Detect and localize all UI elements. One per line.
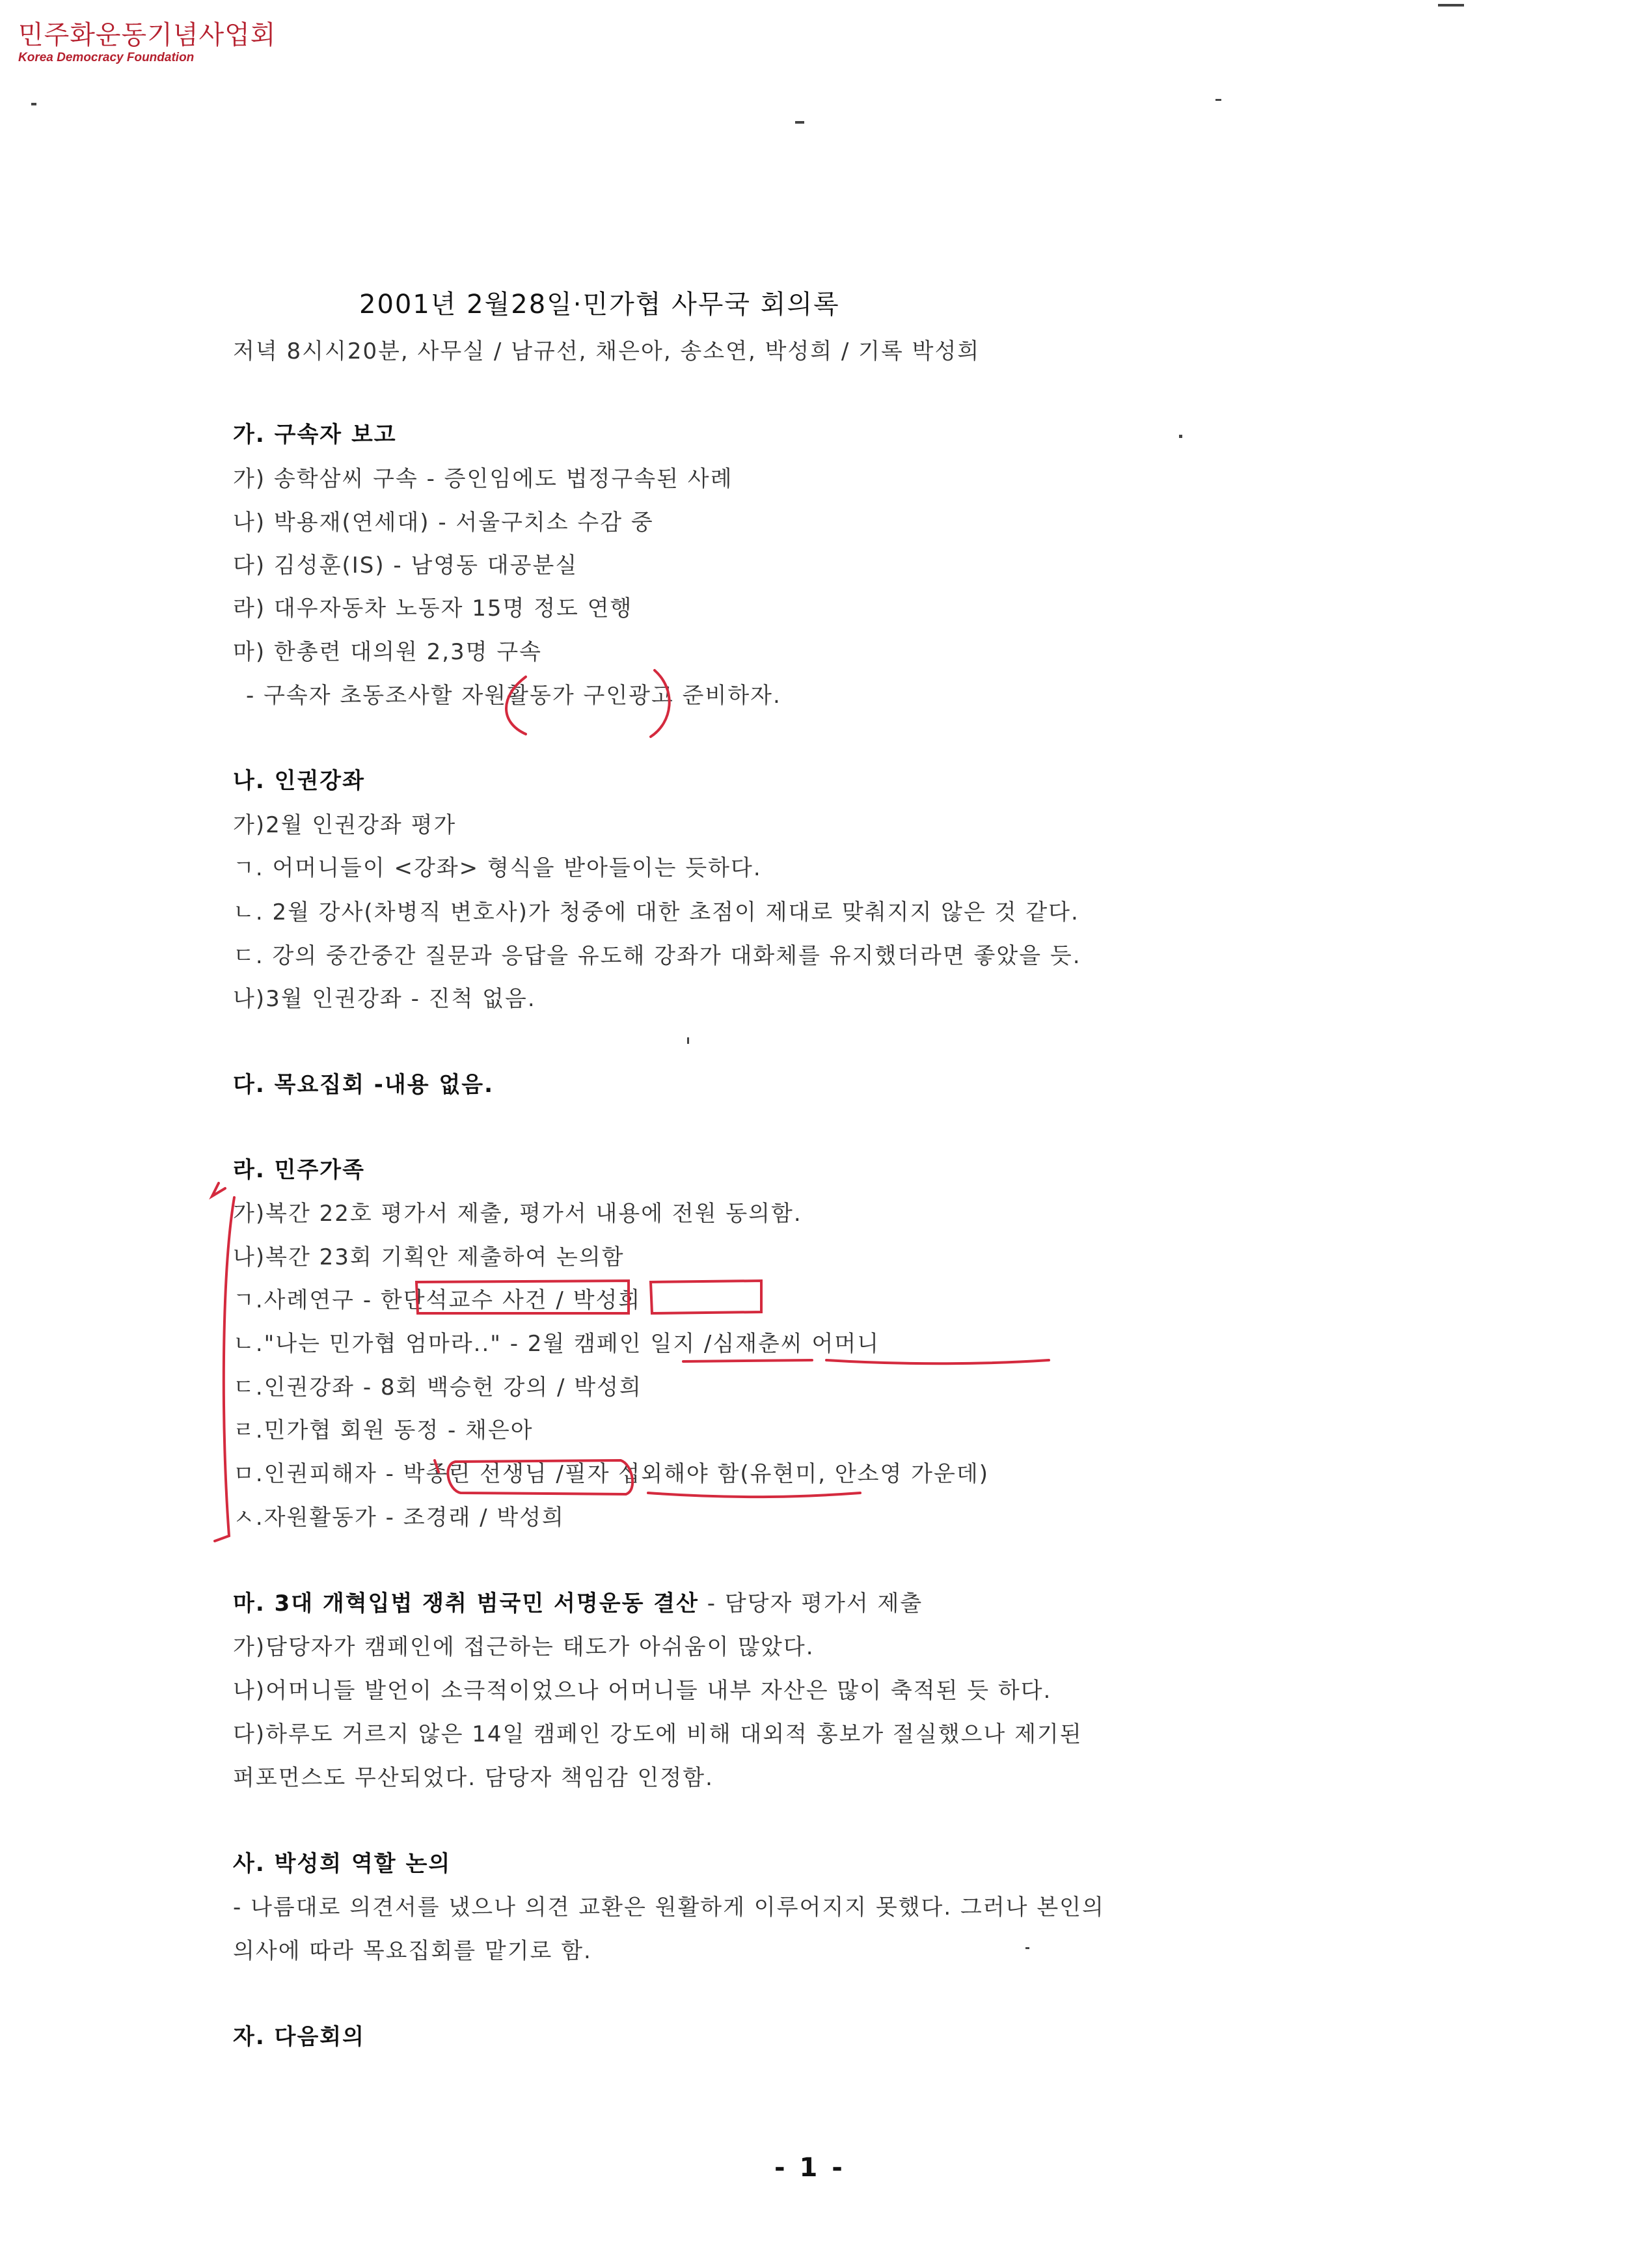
section-ga-item: 나) 박용재(연세대) - 서울구치소 수감 중 xyxy=(233,510,654,536)
annotation-underline xyxy=(683,1360,812,1361)
section-na-item: 나)3월 인권강좌 - 진척 없음. xyxy=(233,986,536,1012)
section-ma-item: 가)담당자가 캠페인에 접근하는 태도가 아쉬움이 많았다. xyxy=(233,1634,815,1660)
scan-speck xyxy=(687,1037,689,1044)
section-na-heading: 나. 인권강좌 xyxy=(233,768,365,794)
section-ra-heading: 라. 민주가족 xyxy=(233,1157,365,1183)
section-ma-heading-suffix: - 담당자 평가서 제출 xyxy=(698,1591,923,1617)
section-ga-item: 라) 대우자동차 노동자 15명 정도 연행 xyxy=(233,595,633,622)
section-ma-item: 다)하루도 거르지 않은 14일 캠페인 강도에 비해 대외적 홍보가 절실했으나 제기된 xyxy=(233,1721,1083,1747)
scan-speck xyxy=(31,103,36,105)
document-title: 2001년 2월28일·민가협 사무국 회의록 xyxy=(359,290,840,320)
section-na-item: ㄴ. 2월 강사(차병직 변호사)가 청중에 대한 초점이 제대로 맞춰지지 않은 것 같다. xyxy=(233,899,1079,925)
meeting-meta: 저녁 8시시20분, 사무실 / 남규선, 채은아, 송소연, 박성희 / 기록 박성희 xyxy=(233,338,981,364)
section-ga-item: 마) 한총련 대의원 2,3명 구속 xyxy=(233,639,543,665)
section-ra-item: ㄱ.사례연구 - 한단석교수 사건 / 박성희 xyxy=(233,1287,642,1313)
scan-speck xyxy=(1438,4,1464,7)
section-ra-item: ㅁ.인권피해자 - 박종린 선생님 /필자 섭외해야 함(유현미, 안소영 가운데) xyxy=(233,1461,989,1487)
section-ma-item: 퍼포먼스도 무산되었다. 담당자 책임감 인정함. xyxy=(233,1765,714,1791)
section-ma-heading-line xyxy=(233,1589,923,1618)
section-ra-item: 가)복간 22호 평가서 제출, 평가서 내용에 전원 동의함. xyxy=(233,1201,802,1227)
scan-speck xyxy=(1179,435,1182,438)
section-ra-item: ㄴ."나는 민가협 엄마라.." - 2월 캠페인 일지 /심재춘씨 어머니 xyxy=(233,1331,880,1357)
section-sa-item: 의사에 따라 목요집회를 맡기로 함. xyxy=(233,1938,592,1964)
section-ma-item: 나)어머니들 발언이 소극적이었으나 어머니들 내부 자산은 많이 축적된 듯 하다. xyxy=(233,1678,1052,1704)
section-na-item: 가)2월 인권강좌 평가 xyxy=(233,812,457,838)
logo-korean-text: 민주화운동기념사업회 xyxy=(18,20,277,50)
page-number: - 1 - xyxy=(774,2153,845,2183)
section-ga-item: 가) 송학삼씨 구속 - 증인임에도 법정구속된 사례 xyxy=(233,466,733,492)
section-ma-heading: 마. 3대 개혁입법 쟁취 범국민 서명운동 결산 xyxy=(233,1591,699,1617)
section-sa-heading: 사. 박성희 역할 논의 xyxy=(233,1851,452,1877)
scan-speck xyxy=(795,121,804,124)
section-na-item: ㄱ. 어머니들이 <강좌> 형식을 받아들이는 듯하다. xyxy=(233,855,762,881)
scan-speck xyxy=(1215,99,1221,101)
section-da-heading: 다. 목요집회 -내용 없음. xyxy=(233,1072,495,1098)
logo-english-text: Korea Democracy Foundation xyxy=(18,51,195,64)
scan-speck xyxy=(1025,1947,1029,1949)
section-ra-item: ㄹ.민가협 회원 동정 - 채은아 xyxy=(233,1417,534,1443)
section-na-item: ㄷ. 강의 중간중간 질문과 응답을 유도해 강좌가 대화체를 유지했더라면 좋았을 듯. xyxy=(233,943,1081,969)
annotation-underline xyxy=(826,1360,1049,1363)
section-ja-heading: 자. 다음회의 xyxy=(233,2024,365,2050)
annotation-check-mark xyxy=(212,1183,225,1196)
section-ga-heading: 가. 구속자 보고 xyxy=(233,422,397,448)
annotation-underline xyxy=(648,1493,860,1497)
section-ga-item: 다) 김성훈(IS) - 남영동 대공분실 xyxy=(233,553,578,579)
annotation-box xyxy=(651,1281,761,1313)
section-ra-item: 나)복간 23회 기획안 제출하여 논의함 xyxy=(233,1244,625,1270)
section-ra-item: ㅅ.자원활동가 - 조경래 / 박성희 xyxy=(233,1505,565,1531)
section-ga-item: - 구속자 초동조사할 자원활동가 구인광고 준비하자. xyxy=(246,683,781,709)
foundation-logo xyxy=(18,20,276,65)
section-ra-item: ㄷ.인권강좌 - 8회 백승헌 강의 / 박성희 xyxy=(233,1374,642,1400)
section-sa-item: - 나름대로 의견서를 냈으나 의견 교환은 원활하게 이루어지지 못했다. 그러나 본인의 xyxy=(233,1894,1105,1920)
annotation-left-margin-bracket xyxy=(215,1197,234,1541)
